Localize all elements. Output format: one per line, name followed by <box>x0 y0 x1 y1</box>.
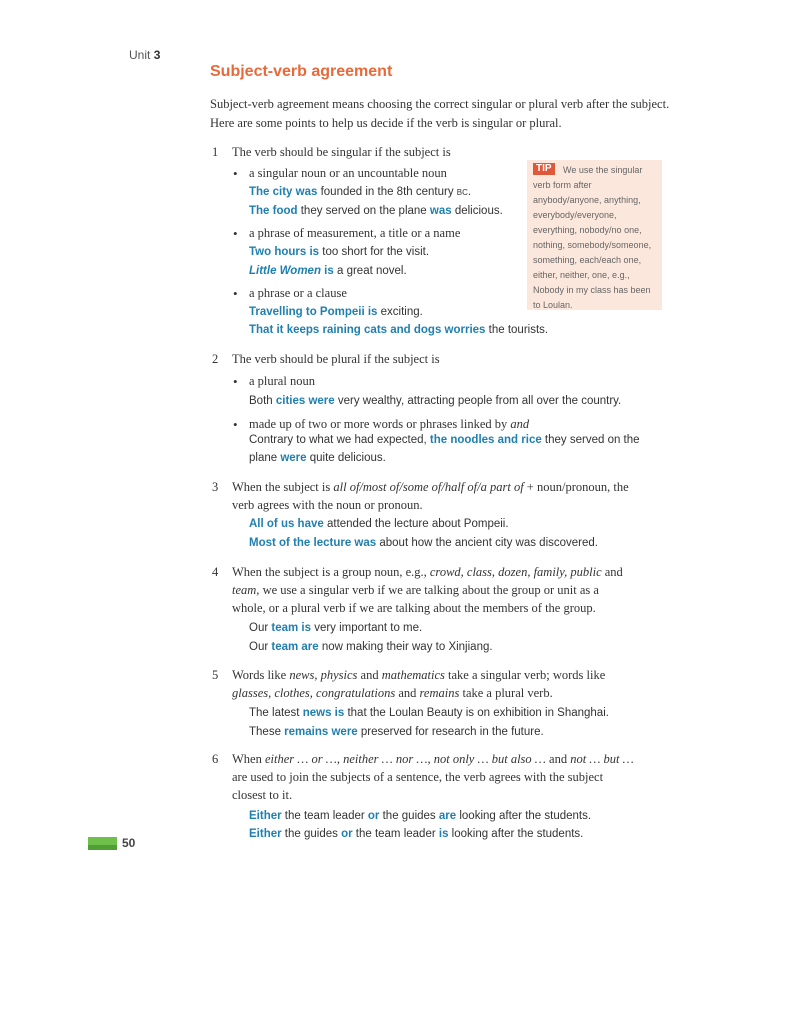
rule-1-bullet-3: a phrase or a clause <box>249 286 347 300</box>
rule-6-line: are used to join the subjects of a sentence, the verb agrees with the subject <box>232 770 604 784</box>
page-title: Subject-verb agreement <box>210 63 393 80</box>
example-sentence: Two hours is too short for the visit. <box>249 246 430 258</box>
unit-label: Unit 3 <box>129 48 161 62</box>
rule-2-bullet-1: a plural noun <box>249 374 315 388</box>
rule-4-number: 4 <box>212 565 219 579</box>
rule-2-number: 2 <box>212 352 219 366</box>
rule-6-line: closest to it. <box>232 788 293 802</box>
example-sentence: Travelling to Pompeii is exciting. <box>249 306 423 318</box>
rule-3-line: verb agrees with the noun or pronoun. <box>232 498 423 512</box>
example-sentence: Contrary to what we had expected, the noodles and rice they served on the <box>249 434 640 446</box>
example-sentence: The latest news is that the Loulan Beauty is on exhibition in Shanghai. <box>249 707 609 719</box>
page-number: 50 <box>122 836 136 850</box>
example-sentence: Either the guides or the team leader is looking after the students. <box>249 828 584 840</box>
unit-number: 3 <box>153 48 161 62</box>
intro-paragraph: Subject-verb agreement means choosing the correct singular or plural verb after the subject. Here are some points to help us decide if the verb is singular or plural. <box>210 97 670 130</box>
bullet: • <box>233 417 238 432</box>
bullet: • <box>233 226 238 241</box>
rule-4-line: whole, or a plural verb if we are talking about the members of the group. <box>232 601 596 615</box>
example-sentence: plane were quite delicious. <box>249 452 386 464</box>
rule-4-line: team, we use a singular verb if we are talking about the group or unit as a <box>232 583 599 597</box>
example-sentence: Either the team leader or the guides are looking after the students. <box>249 810 592 822</box>
rule-2-bullet-2: made up of two or more words or phrases linked by and <box>249 417 530 431</box>
rule-1-number: 1 <box>212 145 219 159</box>
example-sentence: Our team is very important to me. <box>249 622 423 634</box>
tip-text: We use the singular verb form after anybody/anyone, anything, everybody/everyone, everything, nobody/no one, nothing, somebody/someone, something, each/each one, either, neither, one, e.g., Nobody in my class has been to Loulan. <box>533 165 652 310</box>
example-sentence: Little Women is a great novel. <box>249 265 407 277</box>
rule-6-line: When either … or …, neither … nor …, not only … but also … and not … but … <box>232 752 634 766</box>
example-sentence: Both cities were very wealthy, attracting people from all over the country. <box>249 395 622 407</box>
bullet: • <box>233 286 238 301</box>
page-color-bar-shade <box>88 845 117 850</box>
rule-3-number: 3 <box>212 480 219 494</box>
rule-3-line: When the subject is all of/most of/some of/half of/a part of + noun/pronoun, the <box>232 480 629 494</box>
example-sentence: Our team are now making their way to Xinjiang. <box>249 641 493 653</box>
bullet: • <box>233 374 238 389</box>
tip-tag: TIP <box>533 163 555 175</box>
example-sentence: All of us have attended the lecture about Pompeii. <box>249 518 509 530</box>
example-sentence: These remains were preserved for research in the future. <box>249 726 544 738</box>
example-sentence: That it keeps raining cats and dogs worries the tourists. <box>249 324 549 336</box>
rule-1-bullet-2: a phrase of measurement, a title or a name <box>249 226 461 240</box>
rule-2-text: The verb should be plural if the subject is <box>232 352 440 366</box>
rule-5-line: glasses, clothes, congratulations and remains take a plural verb. <box>232 686 553 700</box>
rule-1-text: The verb should be singular if the subject is <box>232 145 451 159</box>
bullet: • <box>233 166 238 181</box>
rule-1-bullet-1: a singular noun or an uncountable noun <box>249 166 447 180</box>
rule-5-line: Words like news, physics and mathematics take a singular verb; words like <box>232 668 606 682</box>
rule-4-line: When the subject is a group noun, e.g., crowd, class, dozen, family, public and <box>232 565 623 579</box>
example-sentence: The food they served on the plane was delicious. <box>249 205 503 217</box>
example-sentence: The city was founded in the 8th century BC. <box>249 186 472 198</box>
example-sentence: Most of the lecture was about how the ancient city was discovered. <box>249 537 598 549</box>
rule-5-number: 5 <box>212 668 219 682</box>
rule-6-number: 6 <box>212 752 219 766</box>
